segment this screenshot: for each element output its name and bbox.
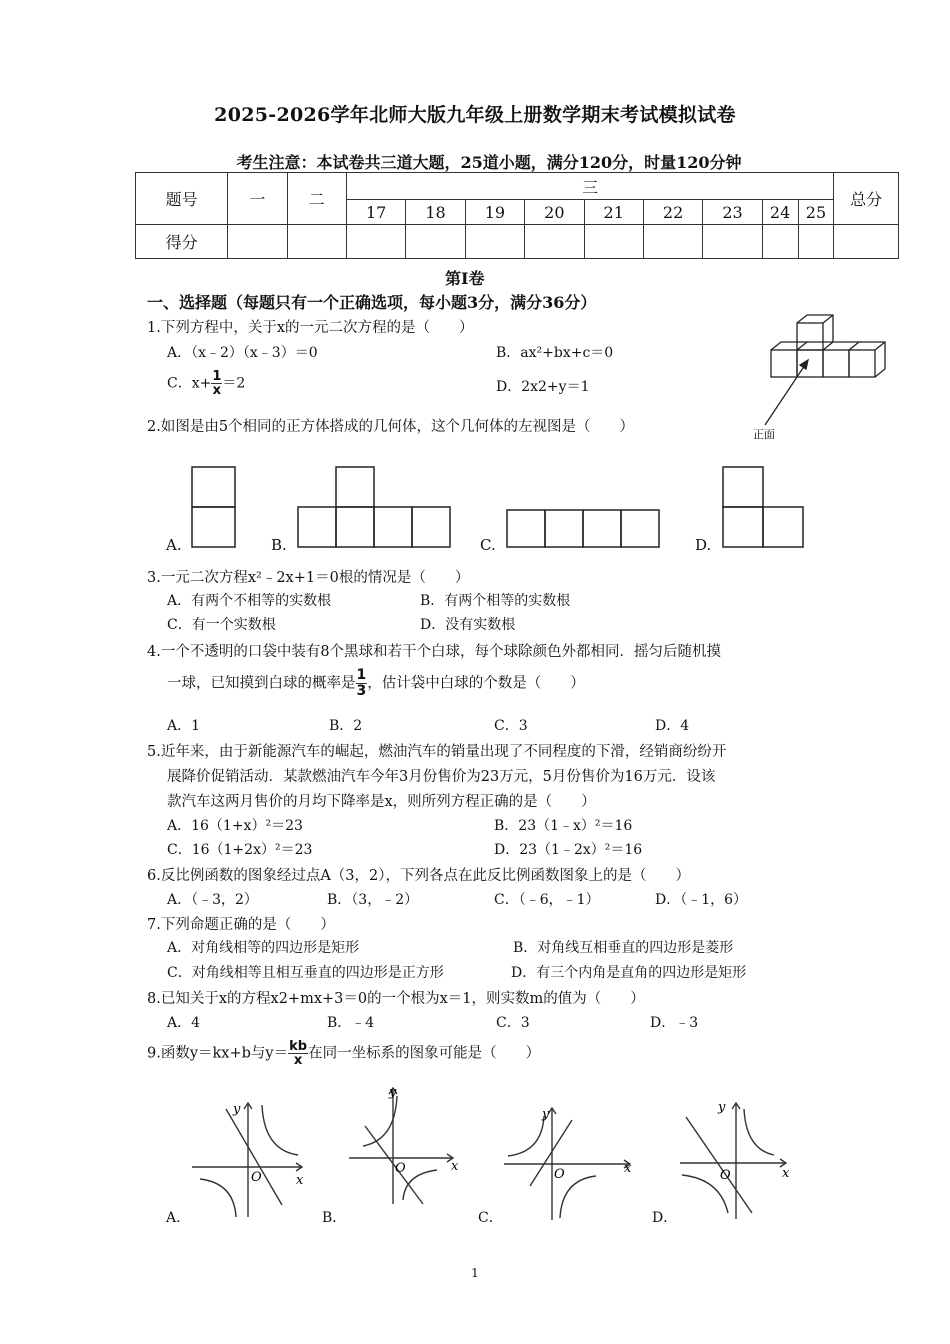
exam-title: 2025-2026学年北师大版九年级上册数学期末考试模拟试卷 xyxy=(214,104,736,126)
q2-option-d[interactable]: D. xyxy=(695,536,712,554)
q9-c-origin: O xyxy=(554,1167,565,1182)
q4-option-a[interactable]: A．1 xyxy=(167,718,201,734)
q6-option-c[interactable]: C．（﹣6，﹣1） xyxy=(494,892,600,908)
q2-option-b[interactable]: B. xyxy=(271,536,287,554)
score-cell[interactable] xyxy=(703,225,762,259)
section-three-header: 三 xyxy=(346,173,833,200)
q9-d-origin: O xyxy=(720,1168,731,1183)
score-cell[interactable] xyxy=(465,225,524,259)
q2-option-a[interactable]: A. xyxy=(166,536,182,554)
q5-option-d[interactable]: D．23（1﹣2x）²＝16 xyxy=(494,842,643,858)
q7-option-a[interactable]: A．对角线相等的四边形是矩形 xyxy=(167,940,360,956)
q5-option-c[interactable]: C．16（1+2x）²＝23 xyxy=(167,842,313,858)
q9-option-b[interactable]: B． xyxy=(322,1210,347,1226)
q6-stem: 6.反比例函数的图象经过点A（3，2），下列各点在此反比例函数图象上的是（ ） xyxy=(147,868,691,884)
q4-option-b[interactable]: B．2 xyxy=(329,718,363,734)
row-label-score: 得分 xyxy=(136,225,228,259)
question-number-cell: 20 xyxy=(525,200,584,225)
q2-option-a-figure[interactable] xyxy=(190,465,240,550)
q9-b-axis-y: y xyxy=(389,1085,397,1100)
q9-option-d[interactable]: D． xyxy=(652,1210,678,1226)
q9-graph-b[interactable] xyxy=(345,1080,470,1205)
q7-option-d[interactable]: D．有三个内角是直角的四边形是矩形 xyxy=(511,965,747,981)
q4-option-c[interactable]: C．3 xyxy=(494,718,528,734)
score-cell[interactable] xyxy=(798,225,834,259)
q2-cube-figure xyxy=(745,310,895,445)
section-two-header: 二 xyxy=(287,173,346,225)
question-number-cell: 18 xyxy=(406,200,465,225)
page-number: 1 xyxy=(471,1266,479,1280)
q9-stem-prefix: 9.函数y＝kx+b与y＝ xyxy=(147,1045,289,1062)
q8-option-b[interactable]: B．﹣4 xyxy=(327,1015,375,1031)
volume-title: 第Ⅰ卷 xyxy=(445,269,485,288)
q2-stem: 2.如图是由5个相同的正方体搭成的几何体，这个几何体的左视图是（ ） xyxy=(147,419,635,435)
q2-option-b-figure[interactable] xyxy=(296,465,456,550)
q3-option-d[interactable]: D．没有实数根 xyxy=(420,617,516,633)
q4-line2-prefix: 一球，已知摸到白球的概率是 xyxy=(167,675,356,692)
question-number-cell: 21 xyxy=(584,200,643,225)
q9-c-axis-y: y xyxy=(542,1107,550,1122)
q9-a-axis-y: y xyxy=(233,1102,241,1117)
q3-option-b[interactable]: B．有两个相等的实数根 xyxy=(420,593,571,609)
q2-option-d-figure[interactable] xyxy=(721,465,811,550)
q1-c-suffix: ＝2 xyxy=(222,375,246,392)
q2-option-c[interactable]: C. xyxy=(480,536,496,554)
q3-option-c[interactable]: C．有一个实数根 xyxy=(167,617,276,633)
question-number-cell: 19 xyxy=(465,200,524,225)
q4-frac-den: 3 xyxy=(356,683,367,699)
score-cell[interactable] xyxy=(834,225,899,259)
q1-stem: 1.下列方程中，关于x的一元二次方程的是（ ） xyxy=(147,320,474,336)
q1-option-d[interactable]: D．2x2+y＝1 xyxy=(496,379,590,395)
q9-d-axis-y: y xyxy=(718,1100,726,1115)
q8-option-c[interactable]: C．3 xyxy=(496,1015,530,1031)
q9-stem xyxy=(147,1040,540,1067)
score-cell[interactable] xyxy=(525,225,584,259)
q9-d-axis-x: x xyxy=(782,1166,790,1181)
q4-fraction xyxy=(356,668,368,699)
q9-b-axis-x: x xyxy=(451,1159,459,1174)
q8-option-d[interactable]: D．﹣3 xyxy=(650,1015,699,1031)
section1-title: 一、选择题（每题只有一个正确选项，每小题3分，满分36分） xyxy=(147,293,597,312)
q4-stem: 4.一个不透明的口袋中装有8个黑球和若干个白球，每个球除颜色外都相同．摇匀后随机摸 xyxy=(147,644,722,660)
q8-stem: 8.已知关于x的方程x2+mx+3＝0的一个根为x＝1，则实数m的值为（ ） xyxy=(147,991,645,1007)
score-table xyxy=(135,172,899,259)
q1-c-prefix: C．x+ xyxy=(167,375,212,392)
question-number-cell: 24 xyxy=(762,200,798,225)
q6-option-b[interactable]: B．（3，﹣2） xyxy=(327,892,419,908)
q6-option-a[interactable]: A．（﹣3，2） xyxy=(167,892,258,908)
question-number-cell: 22 xyxy=(643,200,702,225)
q4-line2-suffix: ，估计袋中白球的个数是（ ） xyxy=(367,675,585,692)
q1-option-b[interactable]: B．ax²+bx+c＝0 xyxy=(496,345,614,361)
q1-c-den: x xyxy=(212,383,222,398)
q9-b-origin: O xyxy=(395,1161,406,1176)
q9-graph-d[interactable] xyxy=(678,1095,798,1220)
q9-graph-c[interactable] xyxy=(500,1100,640,1225)
q5-stem-line1: 5.近年来，由于新能源汽车的崛起，燃油汽车的销量出现了不同程度的下滑，经销商纷纷开 xyxy=(147,744,727,760)
score-cell[interactable] xyxy=(643,225,702,259)
score-cell[interactable] xyxy=(406,225,465,259)
score-cell[interactable] xyxy=(287,225,346,259)
q9-frac-den: x xyxy=(293,1053,303,1068)
q9-graph-a[interactable] xyxy=(190,1095,315,1220)
section-one-header: 一 xyxy=(228,173,287,225)
q5-option-b[interactable]: B．23（1﹣x）²＝16 xyxy=(494,818,633,834)
q5-stem-line2: 展降价促销活动．某款燃油汽车今年3月份售价为23万元，5月份售价为16万元．设该 xyxy=(167,769,716,785)
score-cell[interactable] xyxy=(584,225,643,259)
q1-c-num: 1 xyxy=(212,369,222,384)
score-cell[interactable] xyxy=(346,225,405,259)
question-number-cell: 17 xyxy=(346,200,405,225)
q4-stem-line2 xyxy=(167,668,585,699)
score-cell[interactable] xyxy=(228,225,287,259)
q9-frac-num: kb xyxy=(289,1039,308,1054)
q7-option-c[interactable]: C．对角线相等且相互垂直的四边形是正方形 xyxy=(167,965,444,981)
q9-c-axis-x: x xyxy=(624,1161,632,1176)
q5-stem-line3: 款汽车这两月售价的月均下降率是x，则所列方程正确的是（ ） xyxy=(167,794,596,810)
q3-stem: 3.一元二次方程x²﹣2x+1＝0根的情况是（ ） xyxy=(147,570,470,586)
q4-option-d[interactable]: D．4 xyxy=(655,718,690,734)
q9-a-origin: O xyxy=(251,1170,262,1185)
exam-notice: 考生注意：本试卷共三道大题，25道小题，满分120分，时量120分钟 xyxy=(236,153,742,172)
row-label-number: 题号 xyxy=(136,173,228,225)
q9-option-c[interactable]: C． xyxy=(478,1210,503,1226)
q1-c-fraction xyxy=(211,370,222,397)
q1-option-c[interactable] xyxy=(167,370,245,397)
q9-a-axis-x: x xyxy=(296,1173,304,1188)
total-label: 总分 xyxy=(834,173,899,225)
q9-stem-suffix: 在同一坐标系的图象可能是（ ） xyxy=(308,1045,541,1062)
q9-option-a[interactable]: A． xyxy=(166,1210,191,1226)
q7-stem: 7.下列命题正确的是（ ） xyxy=(147,917,335,933)
q5-option-a[interactable]: A．16（1+x）²＝23 xyxy=(167,818,303,834)
q2-front-label: 正面 xyxy=(753,428,775,441)
q8-option-a[interactable]: A．4 xyxy=(167,1015,201,1031)
q6-option-d[interactable]: D．（﹣1，6） xyxy=(655,892,748,908)
q4-frac-num: 1 xyxy=(356,667,367,683)
q1-option-a[interactable]: A．（x﹣2）（x﹣3）＝0 xyxy=(167,345,318,361)
score-cell[interactable] xyxy=(762,225,798,259)
q3-option-a[interactable]: A．有两个不相等的实数根 xyxy=(167,593,332,609)
question-number-cell: 23 xyxy=(703,200,762,225)
q7-option-b[interactable]: B．对角线互相垂直的四边形是菱形 xyxy=(513,940,734,956)
q2-option-c-figure[interactable] xyxy=(505,508,665,550)
question-number-cell: 25 xyxy=(798,200,834,225)
q9-fraction xyxy=(288,1040,308,1067)
